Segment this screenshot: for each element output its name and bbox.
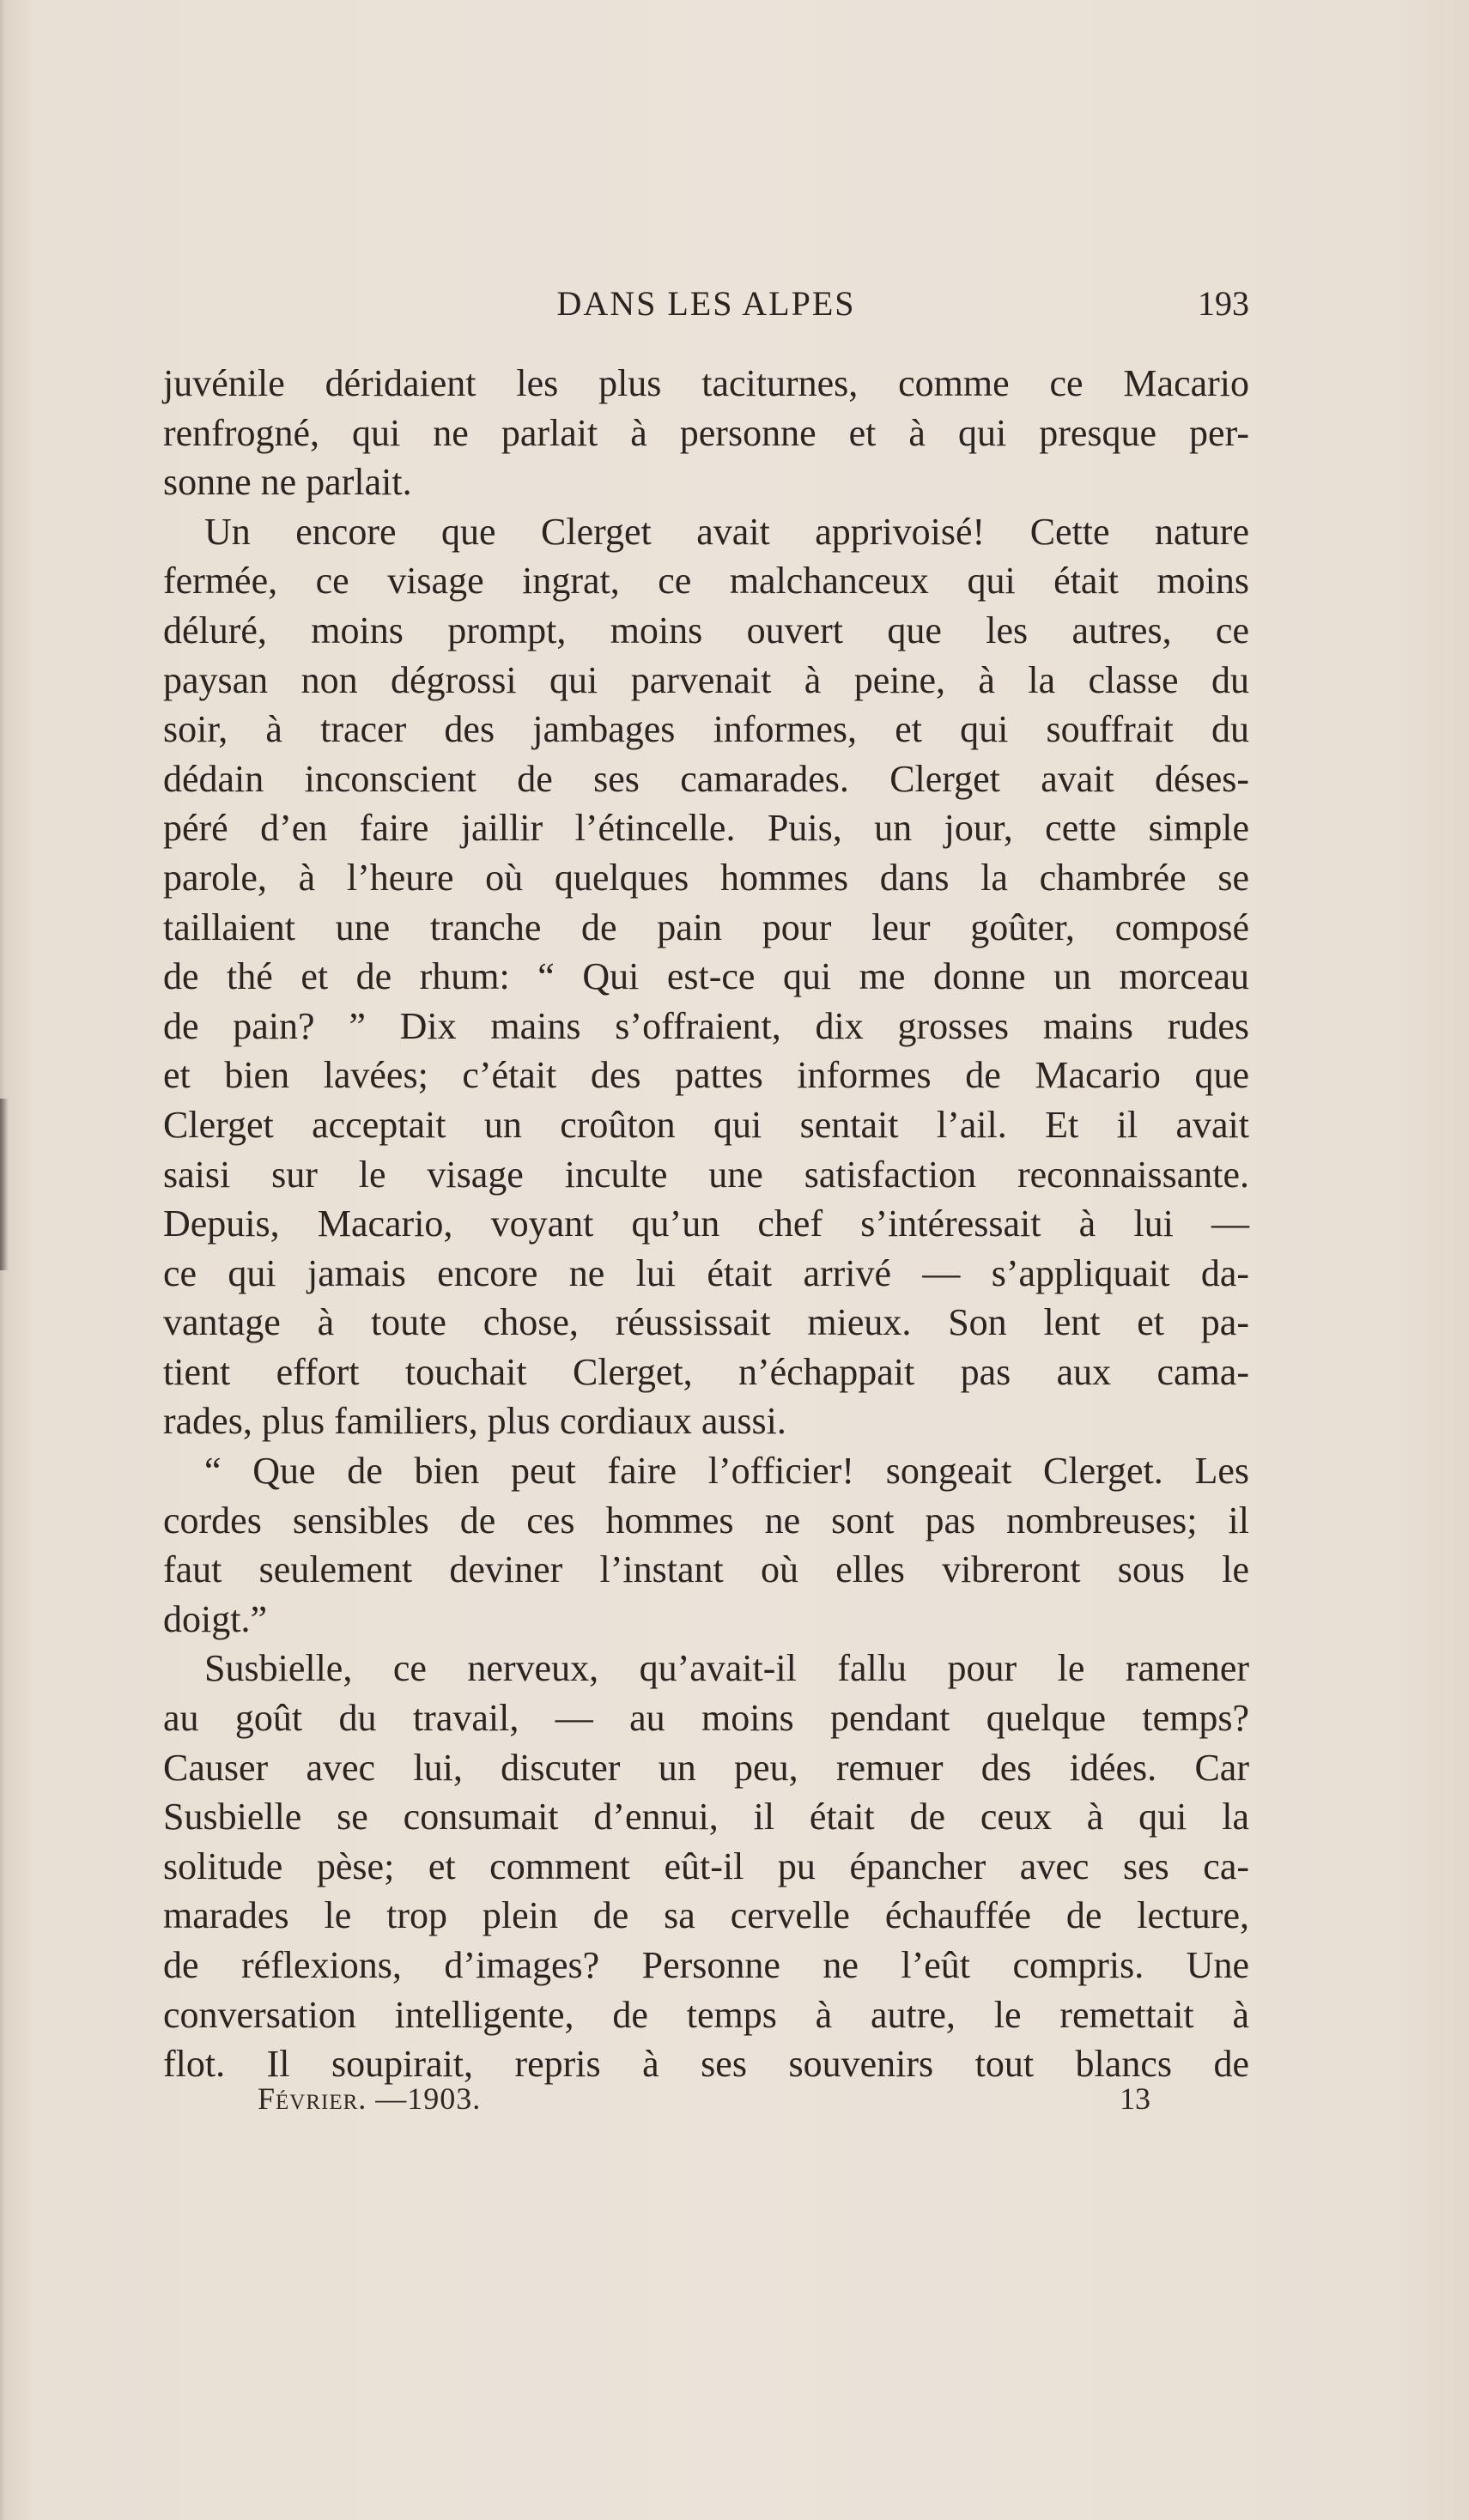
text-line: sonne ne parlait.	[163, 461, 412, 504]
page-header	[163, 283, 1249, 331]
text-line: faut seulement deviner l’instant où elles vibreront sous le	[163, 1548, 1249, 1591]
text-line: Clerget acceptait un croûton qui sentait l’ail. Et il avait	[163, 1103, 1249, 1146]
text-line: taillaient une tranche de pain pour leur goûter, composé	[163, 906, 1249, 948]
text-line: déluré, moins prompt, moins ouvert que les autres, ce	[163, 609, 1249, 651]
signature-number: 13	[1120, 2081, 1150, 2116]
text-line: tient effort touchait Clerget, n’échappait pas aux cama-	[163, 1350, 1249, 1393]
text-line: et bien lavées; c’était des pattes informes de Macario que	[163, 1054, 1249, 1097]
text-line: ce qui jamais encore ne lui était arrivé — s’appliquait da-	[163, 1251, 1249, 1294]
body-text	[163, 359, 1249, 2089]
text-line: renfrogné, qui ne parlait à personne et à qui presque per-	[163, 411, 1249, 454]
text-line: doigt.”	[163, 1597, 267, 1640]
text-line: Un encore que Clerget avait apprivoisé! Cette nature	[204, 510, 1249, 553]
text-line: rades, plus familiers, plus cordiaux aussi.	[163, 1400, 786, 1443]
text-line: conversation intelligente, de temps à autre, le remettait à	[163, 1993, 1249, 2036]
signature-mark: Février. —1903.	[258, 2081, 482, 2116]
text-line: Causer avec lui, discuter un peu, remuer des idées. Car	[163, 1746, 1249, 1789]
text-line: dédain inconscient de ses camarades. Clerget avait déses-	[163, 757, 1249, 800]
page-number: 193	[1198, 284, 1249, 323]
text-line: de thé et de rhum: “ Qui est-ce qui me donne un morceau	[163, 955, 1249, 998]
text-line: fermée, ce visage ingrat, ce malchanceux qui était moins	[163, 560, 1249, 603]
text-line: solitude pèse; et comment eût-il pu épancher avec ses ca-	[163, 1845, 1249, 1887]
running-head: DANS LES ALPES	[556, 284, 856, 323]
page-footer	[258, 2081, 1150, 2123]
text-line: vantage à toute chose, réussissait mieux. Son lent et pa-	[163, 1301, 1249, 1344]
text-line: cordes sensibles de ces hommes ne sont pas nombreuses; il	[163, 1499, 1249, 1542]
text-line: flot. Il soupirait, repris à ses souvenirs tout blancs de	[163, 2043, 1249, 2086]
text-line: saisi sur le visage inculte une satisfaction reconnaissante.	[163, 1153, 1249, 1196]
text-line: parole, à l’heure où quelques hommes dans la chambrée se	[163, 856, 1249, 899]
text-line: de réflexions, d’images? Personne ne l’eût compris. Une	[163, 1944, 1249, 1986]
text-line: marades le trop plein de sa cervelle échauffée de lecture,	[163, 1894, 1249, 1937]
text-line: Depuis, Macario, voyant qu’un chef s’intéressait à lui —	[163, 1202, 1249, 1245]
text-line: juvénile déridaient les plus taciturnes, comme ce Macario	[163, 362, 1249, 404]
text-line: Susbielle se consumait d’ennui, il était de ceux à qui la	[163, 1796, 1249, 1839]
text-line: Susbielle, ce nerveux, qu’avait-il fallu pour le ramener	[204, 1647, 1249, 1690]
text-line: au goût du travail, — au moins pendant quelque temps?	[163, 1697, 1249, 1740]
text-line: soir, à tracer des jambages informes, et qui souffrait du	[163, 708, 1249, 751]
binding-shadow	[0, 1099, 9, 1270]
text-line: paysan non dégrossi qui parvenait à peine, à la classe du	[163, 658, 1249, 701]
text-line: péré d’en faire jaillir l’étincelle. Puis, un jour, cette simple	[163, 807, 1249, 850]
text-line: “ Que de bien peut faire l’officier! songeait Clerget. Les	[204, 1450, 1249, 1493]
text-line: de pain? ” Dix mains s’offraient, dix grosses mains rudes	[163, 1004, 1249, 1047]
